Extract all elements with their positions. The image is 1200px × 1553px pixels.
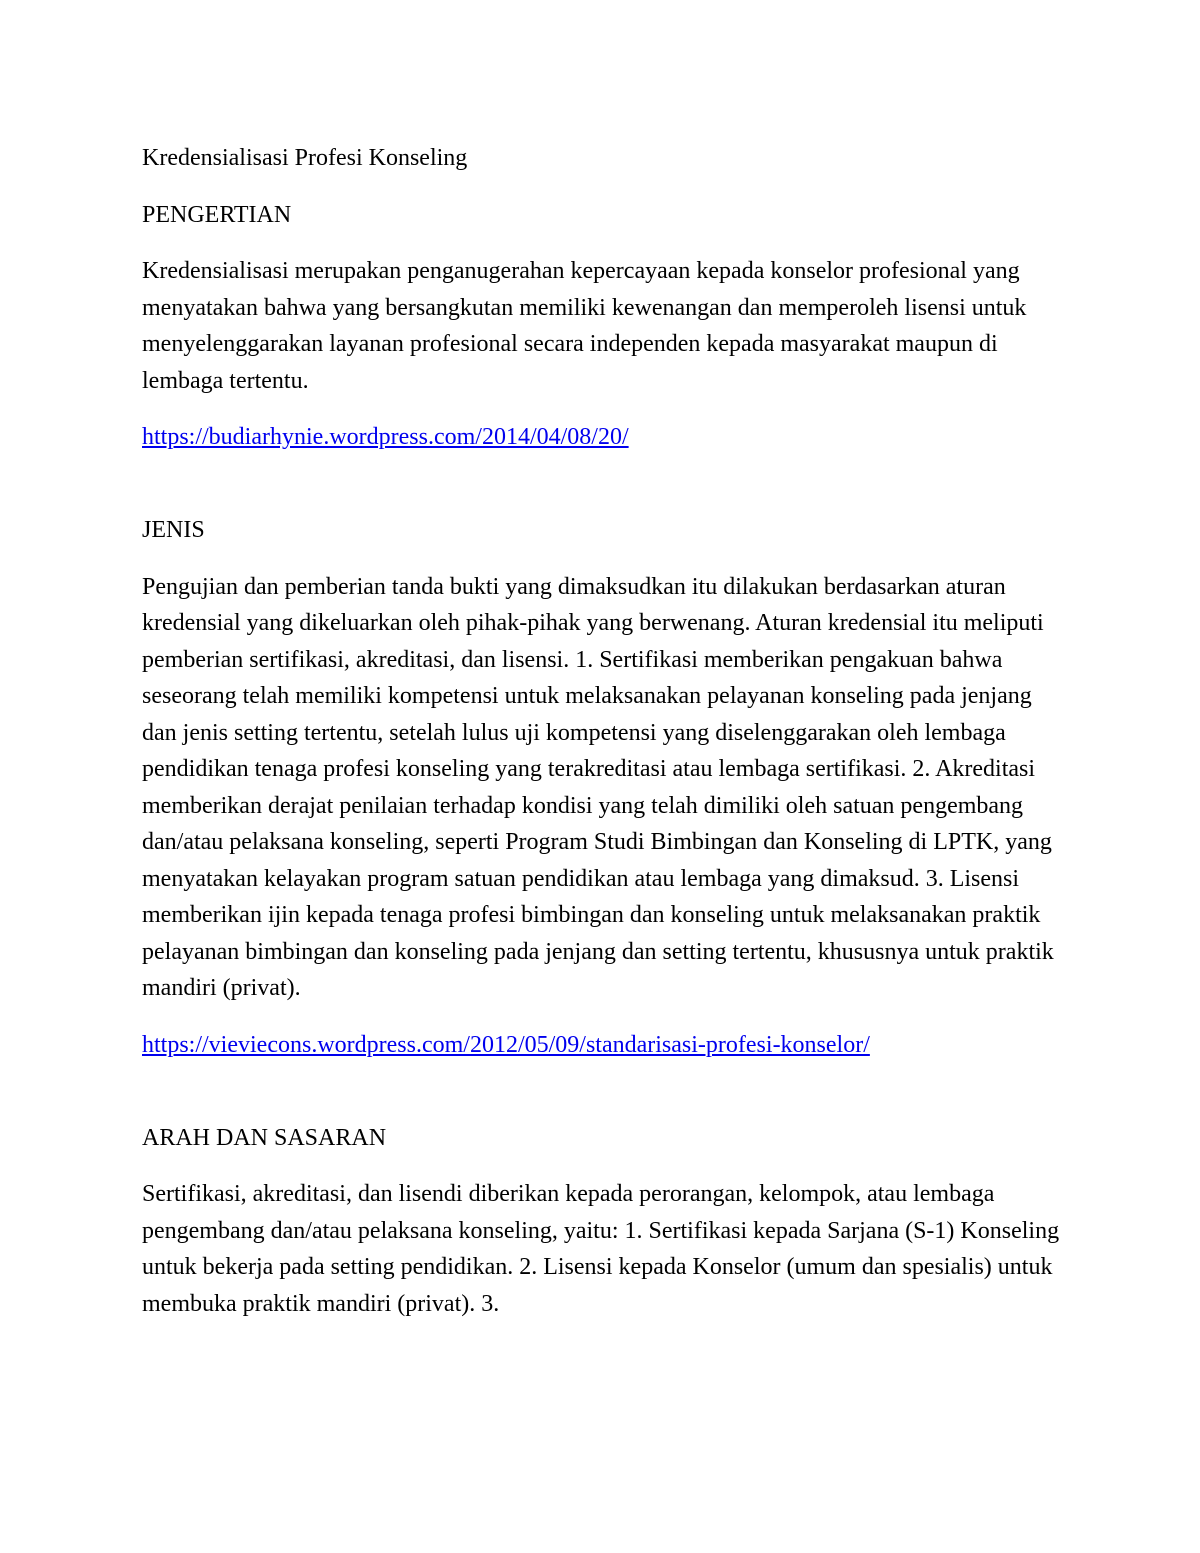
spacer [142,1083,1062,1120]
document-content [142,140,1062,1342]
source-link-vieviecons[interactable]: https://vieviecons.wordpress.com/2012/05/09/standarisasi-profesi-konselor/ [142,1031,870,1058]
section-body-arah-dan-sasaran: Sertifikasi, akreditasi, dan lisendi diberikan kepada perorangan, kelompok, atau lembaga pengembang dan/atau pelaksana konseling, yaitu: 1. Sertifikasi kepada Sarjana (S-1) Konseling untuk bekerja pada setting pendidikan. 2. Lisensi kepada Konselor (umum dan spesialis) untuk membuka praktik mandiri (privat). 3. [142,1181,1060,1317]
spacer [142,476,1062,513]
document-title: Kredensialisasi Profesi Konseling [142,145,468,171]
section-heading-pengertian: PENGERTIAN [142,201,292,228]
section-body-pengertian: Kredensialisasi merupakan penganugerahan kepercayaan kepada konselor profesional yang menyatakan bahwa yang bersangkutan memiliki kewenangan dan memperoleh lisensi untuk menyelenggarakan layanan profesional secara independen kepada masyarakat maupun di lembaga tertentu. [142,258,1027,394]
section-link-pengertian-wrapper [142,419,1062,456]
section-link-jenis-wrapper [142,1027,1062,1064]
section-heading-arah-dan-sasaran: ARAH DAN SASARAN [142,1124,387,1151]
source-link-budiarhynie[interactable]: https://budiarhynie.wordpress.com/2014/04/08/20/ [142,424,629,450]
section-body-jenis: Pengujian dan pemberian tanda bukti yang dimaksudkan itu dilakukan berdasarkan aturan kredensial yang dikeluarkan oleh pihak-pihak yang berwenang. Aturan kredensial itu meliputi pemberian sertifikasi, akreditasi, dan lisensi. 1. Sertifikasi memberikan pengakuan bahwa seseorang telah memiliki kompetensi untuk melaksanakan pelayanan konseling pada jenjang dan jenis setting tertentu, setelah lulus uji kompetensi yang diselenggarakan oleh lembaga pendidikan tenaga profesi konseling yang terakreditasi atau lembaga sertifikasi. 2. Akreditasi memberikan derajat penilaian terhadap kondisi yang telah dimiliki oleh satuan pengembang dan/atau pelaksana konseling, seperti Program Studi Bimbingan dan Konseling di LPTK, yang menyatakan kelayakan program satuan pendidikan atau lembaga yang dimaksud. 3. Lisensi memberikan ijin kepada tenaga profesi bimbingan dan konseling untuk melaksanakan praktik pelayanan bimbingan dan konseling pada jenjang dan setting tertentu, khususnya untuk praktik mandiri (privat). [142,573,1054,1001]
section-heading-jenis: JENIS [142,517,205,543]
